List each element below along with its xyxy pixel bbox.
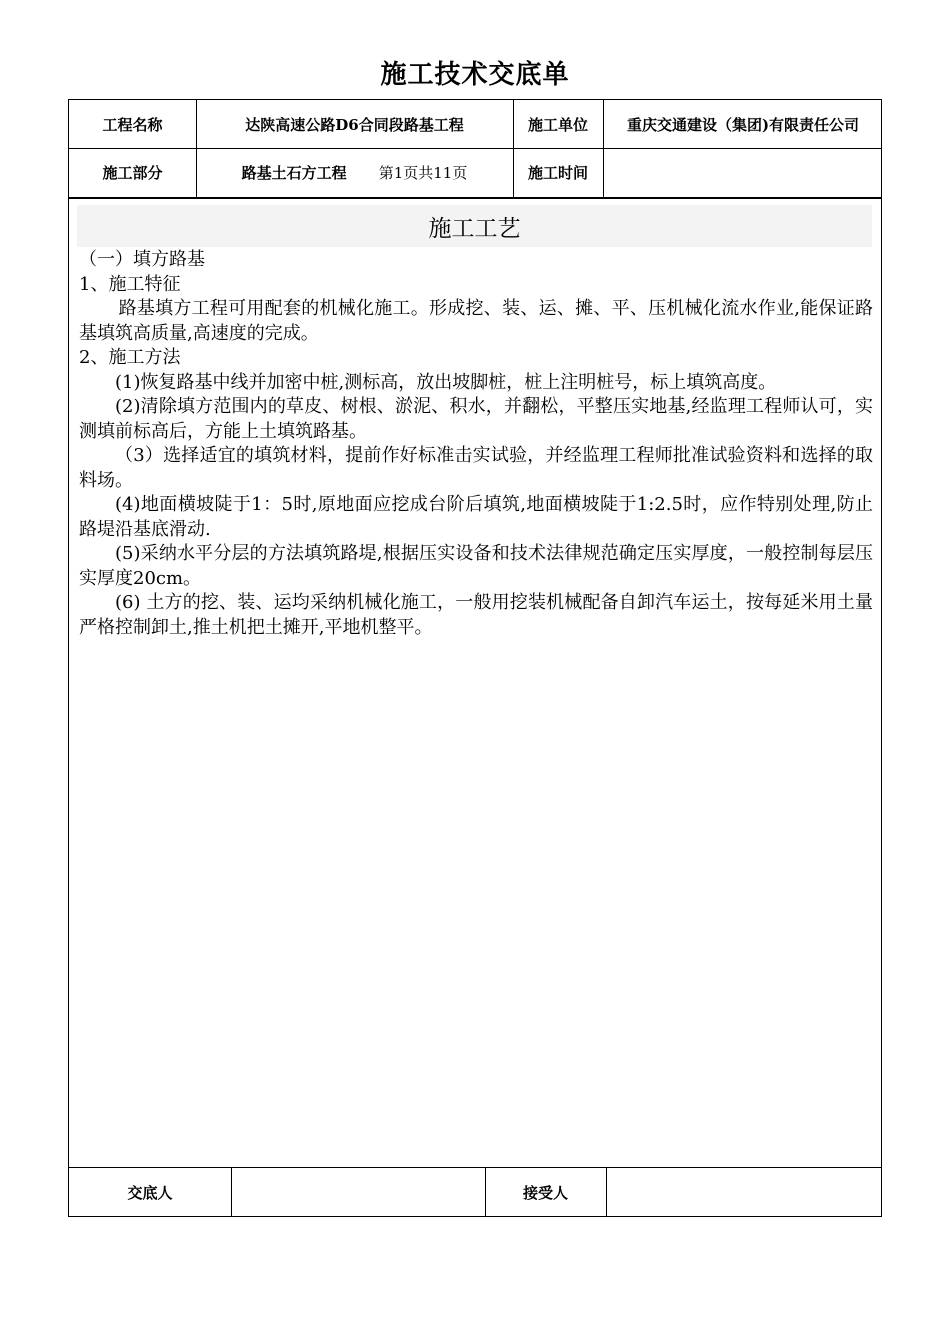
construction-unit-label: 施工单位 [527,115,588,134]
construction-unit-value: 重庆交通建设（集团)有限责任公司 [626,115,860,134]
body-content [79,248,873,640]
project-name-label: 工程名称 [102,115,163,134]
construction-time-label: 施工时间 [527,164,588,182]
handover-person-label: 交底人 [127,1183,173,1202]
page-info: 第1页共11页 [378,164,468,182]
construction-part-label: 施工部分 [102,164,163,182]
construction-part-cell [196,148,513,197]
method-item-4: (4)地面横坡陡于1：5时,原地面应挖成台阶后填筑,地面横坡陡于1:2.5时，应作特别处理,防止路堤沿基底滑动. [79,494,873,540]
method-item-2: (2)清除填方范围内的草皮、树根、淤泥、积水，并翻松，平整压实地基,经监理工程师认可，实测填前标高后，方能上土填筑路基。 [79,396,873,442]
heading-fill-subgrade: （一）填方路基 [79,249,205,270]
project-name-value: 达陕高速公路D6合同段路基工程 [245,115,464,134]
handover-person-value[interactable] [231,1167,485,1217]
heading-methods: 2、施工方法 [79,347,181,368]
row-divider-2 [69,197,881,199]
receiver-value[interactable] [606,1167,883,1217]
receiver-label: 接受人 [522,1183,568,1202]
construction-time-value[interactable] [603,148,883,197]
construction-part-value: 路基土石方工程 [241,164,347,182]
handover-form [68,99,882,1217]
method-item-6: (6) 土方的挖、装、运均采纳机械化施工，一般用挖装机械配备自卸汽车运土，按每延米用土量严格控制卸土,推土机把土摊开,平地机整平。 [79,592,873,638]
method-item-1: (1)恢复路基中线并加密中桩,测标高，放出坡脚桩，桩上注明桩号，标上填筑高度。 [115,371,777,393]
document-title: 施工技术交底单 [380,60,570,90]
heading-features: 1、施工特征 [79,273,181,295]
method-item-3: （3）选择适宜的填筑材料，提前作好标准击实试验，并经监理工程师批准试验资料和选择的取料场。 [79,445,873,491]
method-item-5: (5)采纳水平分层的方法填筑路堤,根据压实设备和技术法律规范确定压实厚度，一般控制每层压实厚度20cm。 [79,543,873,589]
section-title: 施工工艺 [77,205,872,247]
paragraph-features: 路基填方工程可用配套的机械化施工。形成挖、装、运、摊、平、压机械化流水作业,能保证路基填筑高质量,高速度的完成。 [79,298,873,344]
